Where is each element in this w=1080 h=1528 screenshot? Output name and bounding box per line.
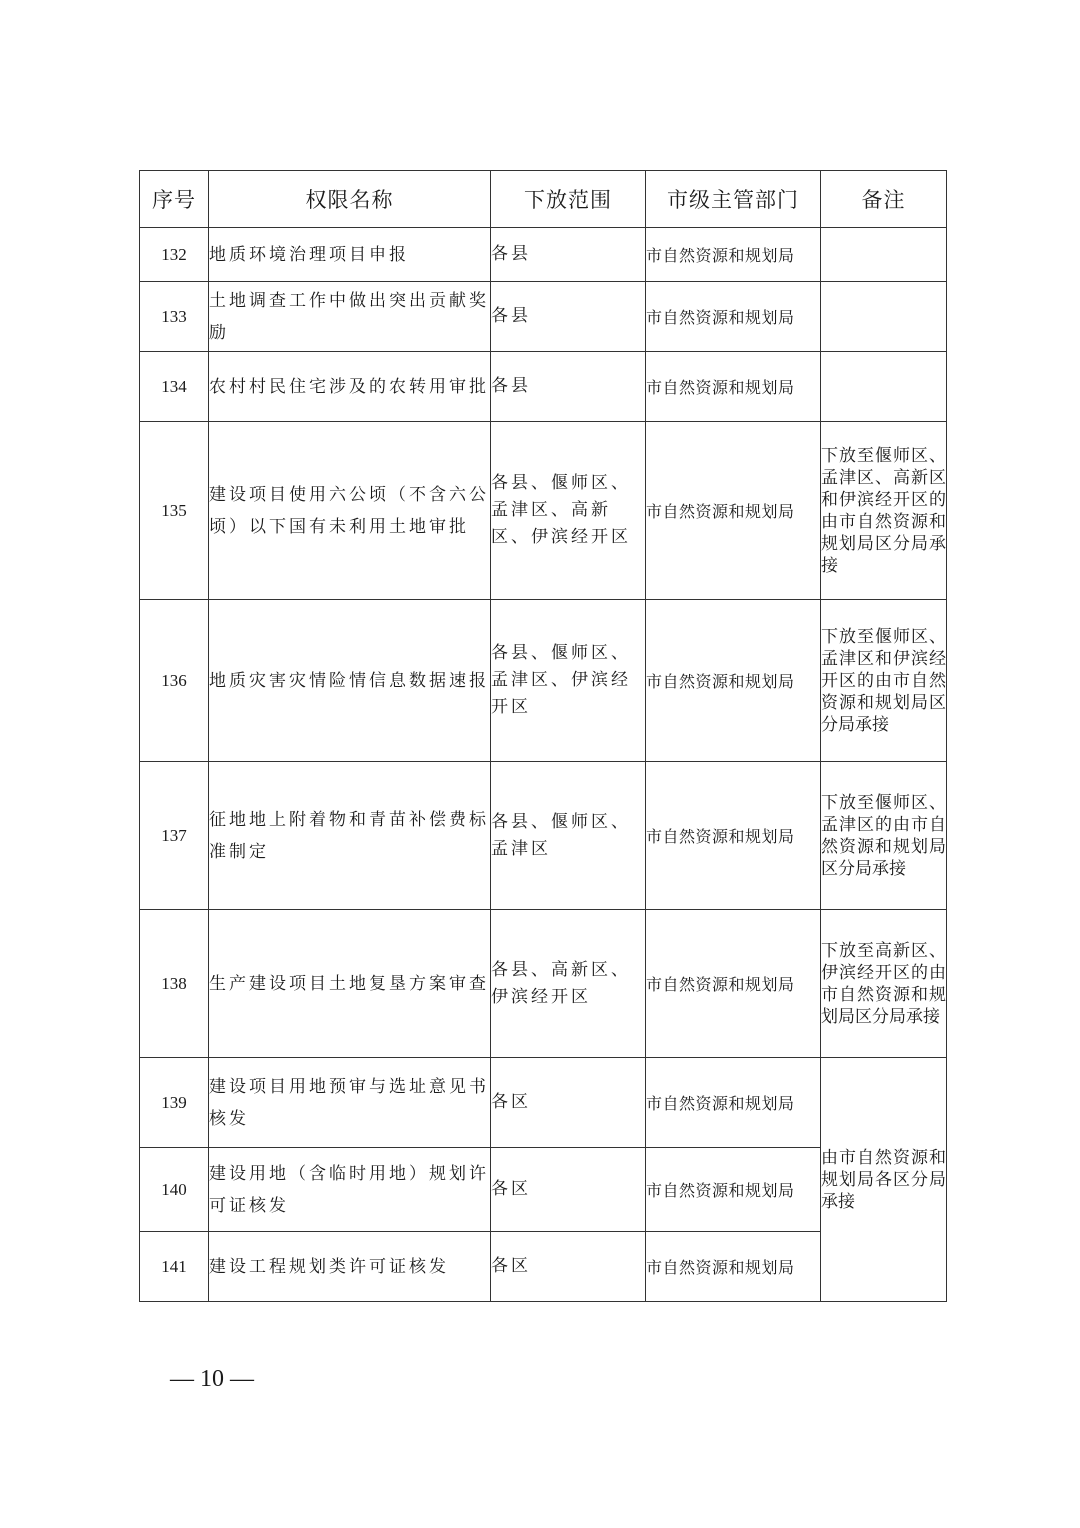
row-index: 139 xyxy=(140,1058,209,1148)
row-scope: 各县、偃师区、孟津区 xyxy=(491,762,646,910)
row-index: 137 xyxy=(140,762,209,910)
header-dept: 市级主管部门 xyxy=(646,171,821,228)
row-index: 136 xyxy=(140,600,209,762)
merged-note: 由市自然资源和规划局各区分局承接 xyxy=(821,1058,947,1302)
row-index: 134 xyxy=(140,352,209,422)
page-number: — 10 — xyxy=(170,1366,254,1392)
table-row xyxy=(140,762,947,910)
row-note: 下放至偃师区、孟津区、高新区和伊滨经开区的由市自然资源和规划局区分局承接 xyxy=(821,422,947,600)
row-name: 生产建设项目土地复垦方案审查 xyxy=(209,910,491,1058)
permission-table xyxy=(139,170,947,1302)
row-scope: 各区 xyxy=(491,1232,646,1302)
row-dept: 市自然资源和规划局 xyxy=(646,352,821,422)
row-note xyxy=(821,282,947,352)
row-index: 132 xyxy=(140,228,209,282)
row-name: 地质灾害灾情险情信息数据速报 xyxy=(209,600,491,762)
row-dept: 市自然资源和规划局 xyxy=(646,762,821,910)
row-scope: 各县 xyxy=(491,352,646,422)
row-name: 建设项目用地预审与选址意见书核发 xyxy=(209,1058,491,1148)
row-dept: 市自然资源和规划局 xyxy=(646,1148,821,1232)
row-scope: 各区 xyxy=(491,1148,646,1232)
table-header-row xyxy=(140,171,947,228)
row-scope: 各县、偃师区、孟津区、伊滨经开区 xyxy=(491,600,646,762)
row-note xyxy=(821,352,947,422)
row-scope: 各县、偃师区、孟津区、高新区、伊滨经开区 xyxy=(491,422,646,600)
row-name: 建设项目使用六公顷（不含六公顷）以下国有未利用土地审批 xyxy=(209,422,491,600)
row-note: 下放至高新区、伊滨经开区的由市自然资源和规划局区分局承接 xyxy=(821,910,947,1058)
row-scope: 各区 xyxy=(491,1058,646,1148)
row-note: 下放至偃师区、孟津区和伊滨经开区的由市自然资源和规划局区分局承接 xyxy=(821,600,947,762)
row-scope: 各县 xyxy=(491,282,646,352)
row-scope: 各县、高新区、伊滨经开区 xyxy=(491,910,646,1058)
row-name: 地质环境治理项目申报 xyxy=(209,228,491,282)
table-row xyxy=(140,1058,947,1148)
row-index: 135 xyxy=(140,422,209,600)
header-index: 序号 xyxy=(140,171,209,228)
row-scope: 各县 xyxy=(491,228,646,282)
row-name: 建设用地（含临时用地）规划许可证核发 xyxy=(209,1148,491,1232)
table-row xyxy=(140,282,947,352)
row-note xyxy=(821,228,947,282)
row-dept: 市自然资源和规划局 xyxy=(646,600,821,762)
row-name: 土地调查工作中做出突出贡献奖励 xyxy=(209,282,491,352)
row-note: 下放至偃师区、孟津区的由市自然资源和规划局区分局承接 xyxy=(821,762,947,910)
row-dept: 市自然资源和规划局 xyxy=(646,1232,821,1302)
row-dept: 市自然资源和规划局 xyxy=(646,910,821,1058)
row-dept: 市自然资源和规划局 xyxy=(646,1058,821,1148)
row-index: 141 xyxy=(140,1232,209,1302)
row-name: 农村村民住宅涉及的农转用审批 xyxy=(209,352,491,422)
header-scope: 下放范围 xyxy=(491,171,646,228)
row-dept: 市自然资源和规划局 xyxy=(646,228,821,282)
table-row xyxy=(140,228,947,282)
header-note: 备注 xyxy=(821,171,947,228)
table-row xyxy=(140,422,947,600)
row-index: 138 xyxy=(140,910,209,1058)
header-name: 权限名称 xyxy=(209,171,491,228)
row-dept: 市自然资源和规划局 xyxy=(646,422,821,600)
table-row xyxy=(140,352,947,422)
row-name: 建设工程规划类许可证核发 xyxy=(209,1232,491,1302)
row-index: 140 xyxy=(140,1148,209,1232)
table-row xyxy=(140,910,947,1058)
row-name: 征地地上附着物和青苗补偿费标准制定 xyxy=(209,762,491,910)
table-row xyxy=(140,600,947,762)
row-dept: 市自然资源和规划局 xyxy=(646,282,821,352)
row-index: 133 xyxy=(140,282,209,352)
